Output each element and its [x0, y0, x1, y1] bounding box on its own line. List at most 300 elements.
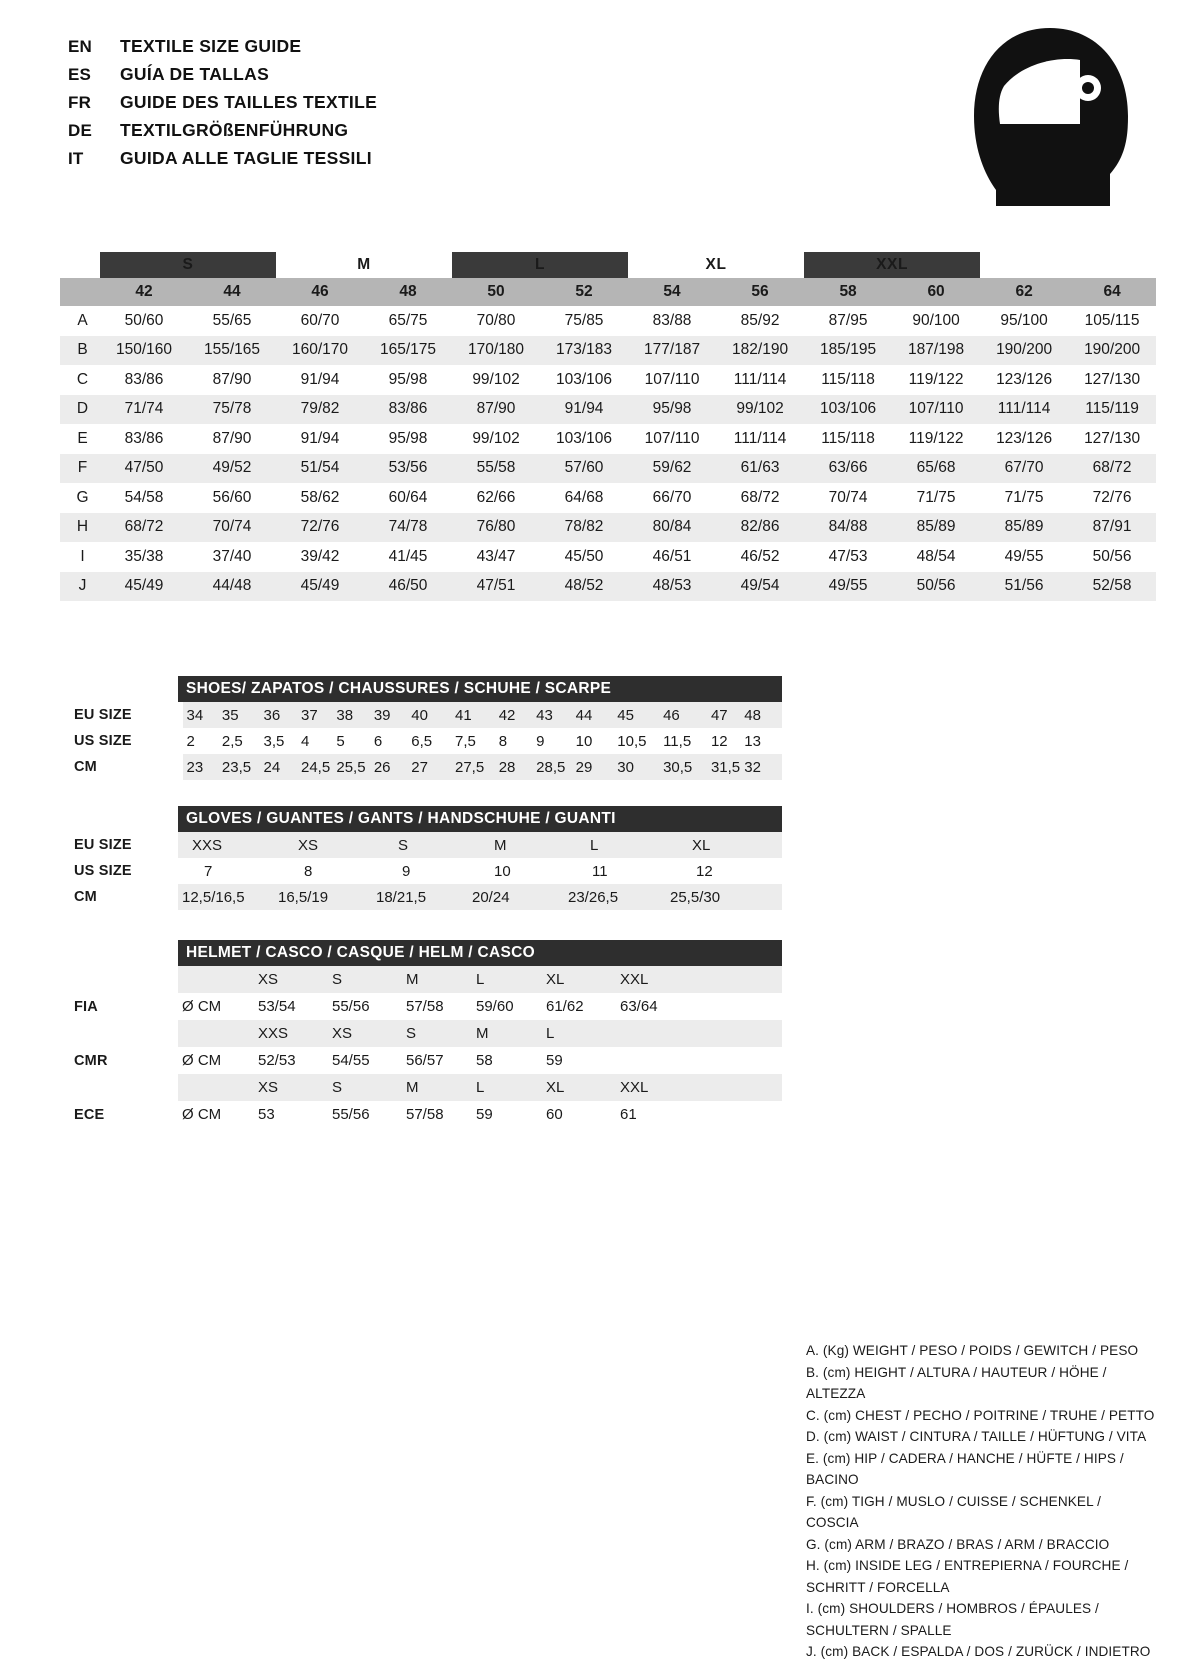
cell: XL: [666, 832, 782, 858]
cell: 85/89: [892, 513, 980, 543]
cell: 27: [407, 754, 451, 780]
cell: 12: [696, 862, 713, 880]
cell: 46: [659, 702, 707, 728]
cell: 53/56: [364, 454, 452, 484]
cell: 59/62: [628, 454, 716, 484]
cell: 52/58: [1068, 572, 1156, 602]
title-text-fr: GUIDE DES TAILLES TEXTILE: [120, 92, 378, 112]
cell: 2: [186, 732, 195, 750]
cell: 36: [260, 702, 297, 728]
cell: 41/45: [388, 547, 428, 565]
cell: 95/98: [628, 395, 716, 425]
cell: 35: [218, 702, 260, 728]
shoes-row-eu: [66, 702, 782, 728]
legend-line-h-cont: SCHRITT / FORCELLA: [806, 1579, 950, 1595]
cell: 47/50: [100, 454, 188, 484]
row-label-d: D: [60, 395, 100, 425]
table-row: [60, 572, 1156, 602]
size-band-xl: XL: [628, 252, 804, 278]
title-lang-fr: FR: [68, 93, 92, 112]
cell: 5: [336, 732, 345, 750]
cell: 72/76: [276, 513, 364, 543]
cell: 4: [301, 732, 310, 750]
cell: S: [328, 966, 402, 993]
cell: Ø CM: [182, 1052, 222, 1069]
size-number-54: 54: [628, 278, 716, 306]
cell: 51/56: [980, 572, 1068, 602]
cell: XXL: [616, 1074, 782, 1101]
title-lang-de: DE: [68, 121, 93, 140]
cell: 95/100: [1000, 311, 1048, 329]
cell: 60/64: [388, 488, 428, 506]
cell: 60/70: [300, 311, 340, 329]
row-label-h: H: [60, 513, 100, 543]
cell: 23/26,5: [564, 884, 666, 910]
cell: 50/60: [124, 311, 164, 329]
cell: 45: [613, 702, 659, 728]
cell: 59/60: [476, 998, 514, 1015]
cell: 10: [494, 862, 511, 880]
cell: 70/74: [188, 513, 276, 543]
cell: 160/170: [276, 336, 364, 366]
cell: 119/122: [908, 429, 964, 447]
legend-line-i: I. (cm) SHOULDERS / HOMBROS / ÉPAULES /: [806, 1601, 1099, 1616]
cell: 72/76: [1092, 488, 1132, 506]
title-lang-it: IT: [68, 149, 84, 168]
cell: L: [472, 1074, 542, 1101]
legend-line-j: J. (cm) BACK / ESPALDA / DOS / ZURÜCK / INDIETRO: [806, 1644, 1151, 1659]
title-row-en: [68, 36, 377, 64]
shoes-row-cm: [66, 754, 782, 780]
cell: 115/119: [1068, 395, 1156, 425]
cell: 28: [495, 754, 532, 780]
cell: 75/85: [564, 311, 604, 329]
cell: 7,5: [454, 732, 476, 750]
cell: 43: [532, 702, 572, 728]
cell: 10,5: [617, 732, 647, 750]
cell: 52/53: [258, 1052, 296, 1069]
cell: 107/110: [892, 395, 980, 425]
cell: Ø CM: [182, 1106, 222, 1123]
helmet-block: [66, 940, 782, 1128]
cell: 48/54: [916, 547, 956, 565]
cell: 37/40: [212, 547, 252, 565]
row-label-e: E: [77, 429, 88, 447]
table-row: [60, 454, 1156, 484]
row-label-j: J: [60, 572, 100, 602]
shoes-us-label: US SIZE: [66, 728, 183, 754]
cell: 41: [451, 702, 495, 728]
size-number-50: 50: [452, 278, 540, 306]
cell: 48/52: [540, 572, 628, 602]
cell: 103/106: [804, 395, 892, 425]
row-label-b: B: [60, 336, 100, 366]
cell: 165/175: [364, 336, 452, 366]
cell: 46/52: [740, 547, 780, 565]
table-row: [60, 483, 1156, 513]
cell: 47/51: [452, 572, 540, 602]
cell: 87/90: [212, 429, 252, 447]
cell: 99/102: [472, 370, 520, 388]
cell: 34: [183, 702, 218, 728]
cell: XS: [328, 1020, 402, 1047]
cell: 53: [258, 1106, 275, 1123]
cell: 105/115: [1084, 311, 1140, 329]
cell: 90/100: [912, 311, 960, 329]
cell: 16,5/19: [274, 884, 372, 910]
cell: XXL: [616, 966, 782, 993]
cell: 111/114: [980, 395, 1068, 425]
cell: 63/64: [620, 998, 658, 1015]
cell: 95/98: [388, 370, 428, 388]
cell: 32: [740, 754, 782, 780]
cell: 12: [710, 732, 728, 750]
cell: 71/74: [100, 395, 188, 425]
cell: 66/70: [652, 488, 692, 506]
cell: 55/56: [332, 1106, 370, 1123]
cell: 71/75: [916, 488, 956, 506]
title-row-es: [68, 64, 377, 92]
helmet-cmr-head-row: [66, 1020, 782, 1047]
cell: 58/62: [300, 488, 340, 506]
gloves-row-eu: [66, 832, 782, 858]
cell: 25,5/30: [666, 884, 782, 910]
size-number-row: [60, 278, 1156, 306]
cell: 79/82: [276, 395, 364, 425]
size-number-60: 60: [892, 278, 980, 306]
cell: 47/53: [828, 547, 868, 565]
title-row-it: [68, 148, 377, 176]
gloves-block: [66, 806, 782, 910]
size-band-empty-right: [980, 252, 1068, 278]
cell: XS: [274, 832, 372, 858]
legend-line-f: F. (cm) TIGH / MUSLO / CUISSE / SCHENKEL / COSCIA: [806, 1493, 1101, 1530]
cell: 190/200: [980, 336, 1068, 366]
page-header: [0, 0, 1200, 230]
cell: 6: [373, 732, 383, 750]
cell: 51/54: [276, 454, 364, 484]
size-number-56: 56: [716, 278, 804, 306]
cell: 61: [620, 1106, 637, 1123]
size-number-42: 42: [100, 278, 188, 306]
cell: 170/180: [452, 336, 540, 366]
cell: M: [472, 1020, 542, 1047]
cell: 39: [370, 702, 407, 728]
cell: S: [328, 1074, 402, 1101]
legend-line-c: C. (cm) CHEST / PECHO / POITRINE / TRUHE / PETTO: [806, 1407, 1155, 1423]
cell: 155/165: [188, 336, 276, 366]
shoes-block: [66, 676, 782, 780]
helmet-cmr-row: [66, 1047, 782, 1074]
cell: 103/106: [556, 370, 613, 388]
cell: 55/58: [452, 454, 540, 484]
title-text-it: GUIDA ALLE TAGLIE TESSILI: [120, 148, 372, 168]
cell: L: [564, 832, 666, 858]
cell: 20/24: [468, 884, 564, 910]
cell: 65/68: [892, 454, 980, 484]
cell: 177/187: [628, 336, 716, 366]
cell: 26: [370, 754, 407, 780]
title-text-es: GUÍA DE TALLAS: [120, 64, 270, 84]
table-row: [60, 542, 1156, 572]
cell: 187/198: [892, 336, 980, 366]
cell: 59: [476, 1106, 493, 1123]
cell: L: [472, 966, 542, 993]
cell: 80/84: [628, 513, 716, 543]
cell: 62/66: [476, 488, 516, 506]
cell: [616, 1047, 782, 1074]
row-label-a: A: [77, 311, 88, 329]
cell: 85/89: [980, 513, 1068, 543]
cell: 38: [332, 702, 369, 728]
cell: 58: [476, 1052, 493, 1069]
helmet-fia-row: [66, 993, 782, 1020]
gloves-row-us: [66, 858, 782, 884]
cell: 45/49: [100, 572, 188, 602]
cell: 115/118: [821, 429, 875, 447]
cell: 60: [546, 1106, 563, 1123]
cell: 91/94: [300, 370, 340, 388]
shoes-eu-label: EU SIZE: [66, 702, 183, 728]
cell: 24: [260, 754, 297, 780]
legend-line-d: D. (cm) WAIST / CINTURA / TAILLE / HÜFTUNG / VITA: [806, 1429, 1147, 1444]
cell: 127/130: [1084, 429, 1141, 447]
cell: 82/86: [716, 513, 804, 543]
cell: 56/57: [406, 1052, 444, 1069]
cell: 87/95: [828, 311, 868, 329]
cell: 56/60: [212, 488, 252, 506]
cell: 65/75: [388, 311, 428, 329]
legend-line-e: E. (cm) HIP / CADERA / HANCHE / HÜFTE / HIPS / BACINO: [806, 1450, 1124, 1487]
cell: 83/86: [124, 370, 164, 388]
cell: 111/114: [733, 370, 787, 388]
cell: 29: [572, 754, 614, 780]
textile-size-grid: [60, 252, 1156, 601]
shoes-table: [66, 702, 782, 780]
size-number-64: 64: [1068, 278, 1156, 306]
size-band-row: [60, 252, 1156, 278]
legend-line-a: A. (Kg) WEIGHT / PESO / POIDS / GEWITCH / PESO: [806, 1343, 1139, 1358]
size-band-empty-left: [60, 252, 100, 278]
legend-line-g: G. (cm) ARM / BRAZO / BRAS / ARM / BRACCIO: [806, 1536, 1110, 1552]
size-band-l: L: [452, 252, 628, 278]
cell: 83/88: [652, 311, 692, 329]
cell: 87/90: [212, 370, 252, 388]
cell: 182/190: [716, 336, 804, 366]
size-number-62: 62: [980, 278, 1068, 306]
cell: XS: [254, 966, 328, 993]
cell: 67/70: [980, 454, 1068, 484]
cell: 50/56: [1092, 547, 1132, 565]
title-text-en: TEXTILE SIZE GUIDE: [120, 36, 302, 56]
cell: 70/74: [828, 488, 868, 506]
cell: 49/54: [716, 572, 804, 602]
cell: 30: [613, 754, 659, 780]
cell: 61/62: [546, 998, 584, 1015]
cell: M: [468, 832, 564, 858]
cell: 83/86: [364, 395, 452, 425]
cell: 87/90: [452, 395, 540, 425]
cell: 48/53: [628, 572, 716, 602]
cell: 27,5: [451, 754, 495, 780]
helmet-ece-label: ECE: [66, 1101, 178, 1128]
cell: L: [542, 1020, 616, 1047]
cell: XXS: [254, 1020, 328, 1047]
row-label-f: F: [60, 454, 100, 484]
cell: 57/58: [406, 1106, 444, 1123]
cell: 45/49: [276, 572, 364, 602]
cell: 25,5: [332, 754, 369, 780]
cell: 119/122: [908, 370, 964, 388]
cell: 12,5/16,5: [178, 884, 274, 910]
cell: 63/66: [804, 454, 892, 484]
cell: 2,5: [221, 732, 243, 750]
gloves-eu-label: EU SIZE: [66, 832, 178, 858]
cell: 54/55: [332, 1052, 370, 1069]
helmet-ece-head-row: [66, 1074, 782, 1101]
cell: 8: [498, 732, 508, 750]
cell: 87/91: [1068, 513, 1156, 543]
cell: 127/130: [1084, 370, 1141, 388]
helmet-fia-head-row: [66, 966, 782, 993]
shoes-row-us: [66, 728, 782, 754]
cell: 48: [740, 702, 782, 728]
cell: 28,5: [532, 754, 572, 780]
cell: XS: [254, 1074, 328, 1101]
racing-helmet-icon: [960, 24, 1140, 214]
cell: 85/92: [740, 311, 780, 329]
cell: 123/126: [996, 370, 1053, 388]
cell: 44: [572, 702, 614, 728]
cell: 55/56: [332, 998, 370, 1015]
cell: 49/55: [804, 572, 892, 602]
cell: 10: [575, 732, 593, 750]
cell: 37: [297, 702, 332, 728]
table-row: [60, 513, 1156, 543]
cell: 55/65: [212, 311, 252, 329]
table-row: [60, 306, 1156, 336]
cell: 123/126: [996, 429, 1053, 447]
cell: 53/54: [258, 998, 296, 1015]
cell: 76/80: [452, 513, 540, 543]
cell: 99/102: [472, 429, 520, 447]
cell: 150/160: [100, 336, 188, 366]
cell: 61/63: [716, 454, 804, 484]
cell: 68/72: [100, 513, 188, 543]
cell: [616, 1020, 782, 1047]
cell: S: [402, 1020, 472, 1047]
cell: 75/78: [188, 395, 276, 425]
measurement-legend: [806, 1340, 1156, 1663]
shoes-cm-label: CM: [66, 754, 183, 780]
cell: M: [402, 1074, 472, 1101]
helmet-cmr-label: CMR: [66, 1047, 178, 1074]
cell: 11,5: [663, 732, 692, 750]
cell: 18/21,5: [372, 884, 468, 910]
table-row: [60, 336, 1156, 366]
cell: 83/86: [124, 429, 164, 447]
cell: XL: [542, 1074, 616, 1101]
table-row: [60, 424, 1156, 454]
row-label-c: C: [76, 370, 89, 388]
cell: 31,5: [707, 754, 740, 780]
cell: 9: [536, 732, 545, 750]
title-row-fr: [68, 92, 377, 120]
cell: 7: [204, 862, 213, 880]
gloves-table: [66, 832, 782, 910]
cell: 107/110: [644, 429, 700, 447]
size-band-m: M: [276, 252, 452, 278]
table-row: [60, 365, 1156, 395]
title-block: [68, 36, 377, 176]
cell: 190/200: [1068, 336, 1156, 366]
gloves-row-cm: [66, 884, 782, 910]
size-band-xxl: XXL: [804, 252, 980, 278]
helmet-fia-label: FIA: [66, 993, 178, 1020]
cell: 23,5: [218, 754, 260, 780]
cell: 64/68: [564, 488, 604, 506]
cell: S: [372, 832, 468, 858]
cell: 49/52: [188, 454, 276, 484]
title-lang-en: EN: [68, 37, 93, 56]
cell: 91/94: [300, 429, 340, 447]
title-lang-es: ES: [68, 65, 92, 84]
cell: 6,5: [411, 732, 433, 750]
legend-line-h: H. (cm) INSIDE LEG / ENTREPIERNA / FOURCHE /: [806, 1558, 1129, 1573]
helmet-title: HELMET / CASCO / CASQUE / HELM / CASCO: [178, 940, 782, 966]
size-number-44: 44: [188, 278, 276, 306]
gloves-title: GLOVES / GUANTES / GANTS / HANDSCHUHE / GUANTI: [178, 806, 782, 832]
cell: 49/55: [1004, 547, 1044, 565]
cell: Ø CM: [182, 998, 222, 1015]
cell: 78/82: [540, 513, 628, 543]
cell: 70/80: [476, 311, 516, 329]
textile-size-table: [60, 252, 1140, 601]
cell: 54/58: [124, 488, 164, 506]
cell: 74/78: [364, 513, 452, 543]
cell: 9: [402, 862, 411, 880]
cell: 44/48: [188, 572, 276, 602]
cell: M: [402, 966, 472, 993]
helmet-ece-row: [66, 1101, 782, 1128]
gloves-us-label: US SIZE: [66, 858, 178, 884]
cell: 46/50: [364, 572, 452, 602]
cell: 24,5: [297, 754, 332, 780]
cell: 46/51: [652, 547, 692, 565]
legend-line-i-cont: SCHULTERN / SPALLE: [806, 1622, 952, 1638]
table-row: [60, 395, 1156, 425]
cell: 107/110: [644, 370, 700, 388]
size-number-48: 48: [364, 278, 452, 306]
size-number-46: 46: [276, 278, 364, 306]
gloves-cm-label: CM: [66, 884, 178, 910]
cell: 23: [183, 754, 218, 780]
cell: 59: [546, 1052, 563, 1069]
cell: XL: [542, 966, 616, 993]
cell: 111/114: [733, 429, 787, 447]
cell: 68/72: [1068, 454, 1156, 484]
size-band-s: S: [100, 252, 276, 278]
cell: 99/102: [716, 395, 804, 425]
cell: 39/42: [300, 547, 340, 565]
cell: 115/118: [821, 370, 875, 388]
cell: 95/98: [388, 429, 428, 447]
cell: 35/38: [124, 547, 164, 565]
cell: 8: [304, 862, 313, 880]
helmet-table: [66, 966, 782, 1128]
size-number-corner: [60, 278, 100, 306]
cell: 57/58: [406, 998, 444, 1015]
